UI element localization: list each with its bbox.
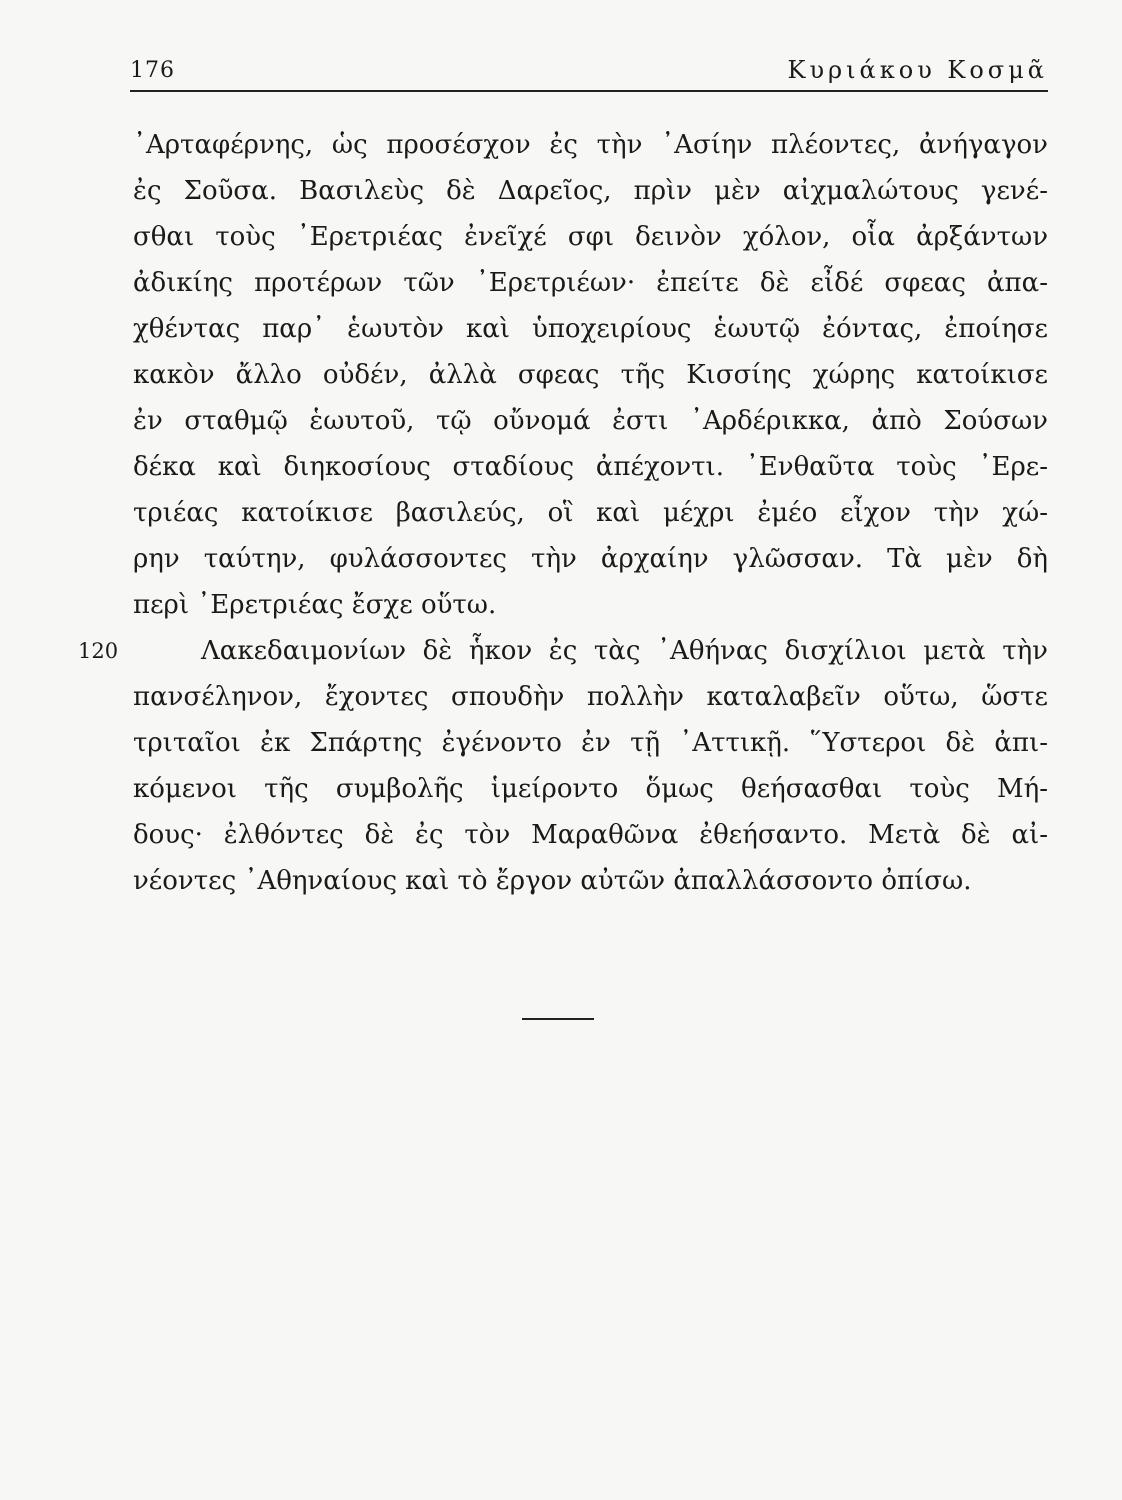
page-number: 176 bbox=[130, 58, 175, 83]
text-line: σθαι τοὺς ᾿Ερετριέας ἐνεῖχέ σφι δεινὸν χόλον, οἷα ἀρξάντων bbox=[133, 222, 1048, 252]
text-line: κόμενοι τῆς συμβολῆς ἱμείροντο ὅμως θεήσασθαι τοὺς Μή- bbox=[133, 774, 1048, 804]
text-line: ἀδικίης προτέρων τῶν ᾿Ερετριέων· ἐπείτε δὲ εἶδέ σφεας ἀπα- bbox=[133, 268, 1048, 298]
text-line: κακὸν ἄλλο οὐδέν, ἀλλὰ σφεας τῆς Κισσίης χώρης κατοίκισε bbox=[133, 360, 1048, 390]
text-line: Λακεδαιμονίων δὲ ἧκον ἐς τὰς ᾿Αθήνας δισχίλιοι μετὰ τὴν bbox=[201, 636, 1048, 666]
body-text bbox=[78, 122, 1048, 904]
margin-line-number: 120 bbox=[78, 639, 119, 663]
text-line: τριέας κατοίκισε βασιλεύς, οἳ καὶ μέχρι ἐμέο εἶχον τὴν χώ- bbox=[133, 498, 1048, 528]
text-line: τριταῖοι ἐκ Σπάρτης ἐγένοντο ἐν τῇ ᾿Αττικῇ. ῞Υστεροι δὲ ἀπι- bbox=[133, 728, 1048, 758]
text-line: ἐς Σοῦσα. Βασιλεὺς δὲ Δαρεῖος, πρὶν μὲν αἰχμαλώτους γενέ- bbox=[133, 176, 1048, 206]
text-line: δους· ἐλθόντες δὲ ἐς τὸν Μαραθῶνα ἐθεήσαντο. Μετὰ δὲ αἰ- bbox=[133, 820, 1048, 850]
text-line: πανσέληνον, ἔχοντες σπουδὴν πολλὴν καταλαβεῖν οὕτω, ὥστε bbox=[133, 682, 1048, 712]
running-head bbox=[130, 52, 1048, 92]
section-end-rule bbox=[522, 1018, 594, 1020]
text-line: δέκα καὶ διηκοσίους σταδίους ἀπέχοντι. ᾿Ενθαῦτα τοὺς ᾿Ερε- bbox=[133, 452, 1048, 482]
text-line: περὶ ᾿Ερετριέας ἔσχε οὕτω. bbox=[133, 590, 497, 620]
text-line: ἐν σταθμῷ ἑωυτοῦ, τῷ οὔνομά ἐστι ᾿Αρδέρικκα, ἀπὸ Σούσων bbox=[133, 406, 1048, 436]
text-line: ᾿Αρταφέρνης, ὡς προσέσχον ἐς τὴν ᾿Ασίην πλέοντες, ἀνήγαγον bbox=[133, 130, 1048, 160]
header-title: Κυριάκου Κοσμᾶ bbox=[787, 56, 1048, 84]
text-line: ρην ταύτην, φυλάσσοντες τὴν ἀρχαίην γλῶσσαν. Τὰ μὲν δὴ bbox=[133, 544, 1048, 574]
paragraph-start-line bbox=[78, 628, 1048, 674]
text-line: νέοντες ᾿Αθηναίους καὶ τὸ ἔργον αὐτῶν ἀπαλλάσσοντο ὀπίσω. bbox=[133, 866, 972, 896]
text-line: χθέντας παρ᾿ ἑωυτὸν καὶ ὑποχειρίους ἑωυτῷ ἐόντας, ἐποίησε bbox=[133, 314, 1048, 344]
